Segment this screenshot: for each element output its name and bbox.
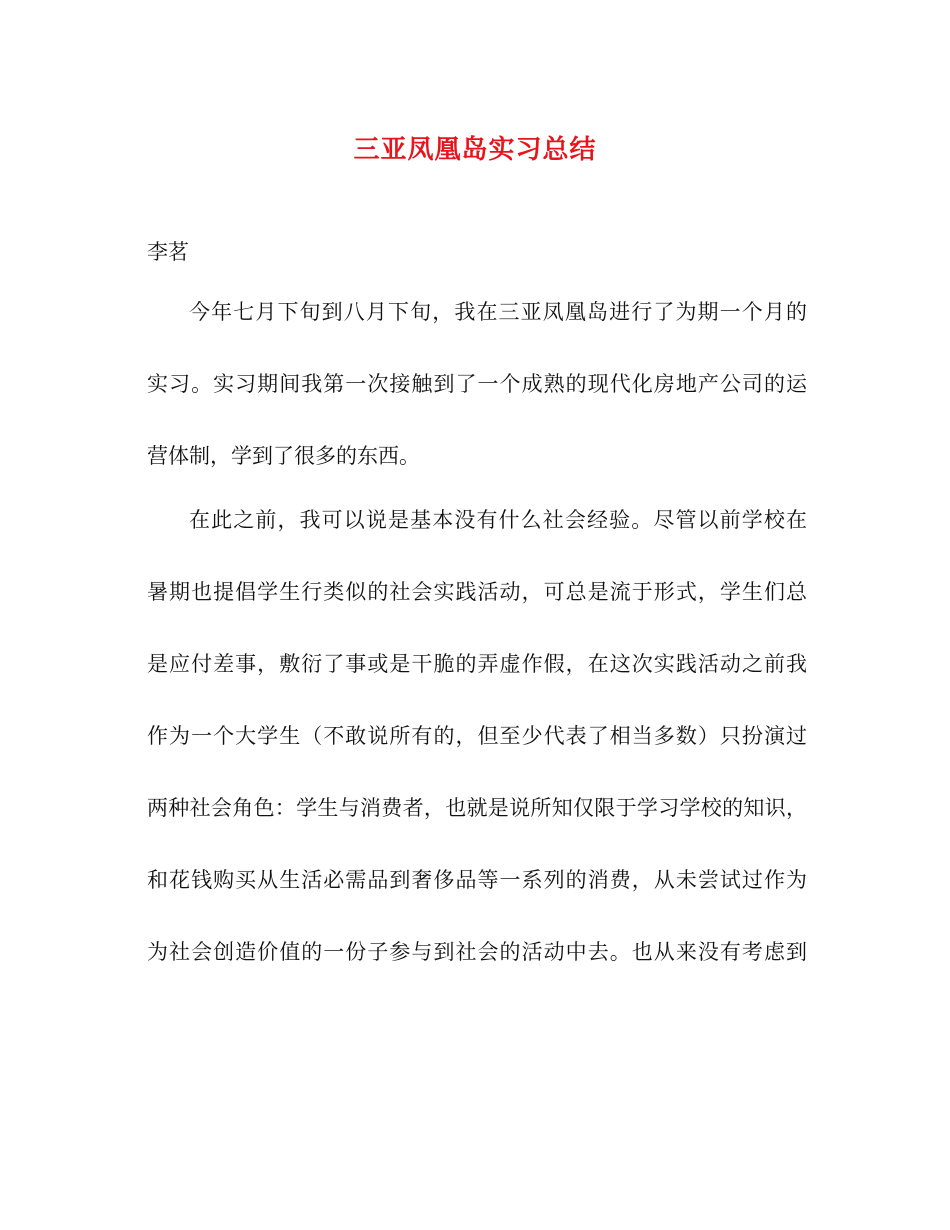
paragraph-2-line-1: 在此之前，我可以说是基本没有什么社会经验。尽管以前学校在	[189, 508, 807, 532]
document-title: 三亚凤凰岛实习总结	[353, 135, 597, 165]
paragraph-2-line-2: 暑期也提倡学生行类似的社会实践活动，可总是流于形式，学生们总	[147, 580, 807, 604]
paragraph-2-line-4: 作为一个大学生（不敢说所有的，但至少代表了相当多数）只扮演过	[147, 724, 807, 748]
paragraph-2-line-3: 是应付差事，敷衍了事或是干脆的弄虚作假，在这次实践活动之前我	[147, 652, 807, 676]
paragraph-1-line-2: 实习。实习期间我第一次接触到了一个成熟的现代化房地产公司的运	[147, 372, 807, 396]
paragraph-1-line-3: 营体制，学到了很多的东西。	[147, 444, 420, 468]
paragraph-2-line-6: 和花钱购买从生活必需品到奢侈品等一系列的消费，从未尝试过作为	[147, 868, 807, 892]
author-name: 李茗	[147, 240, 189, 264]
paragraph-2-line-5: 两种社会角色：学生与消费者，也就是说所知仅限于学习学校的知识，	[147, 796, 807, 820]
paragraph-2-line-7: 为社会创造价值的一份子参与到社会的活动中去。也从来没有考虑到	[147, 940, 807, 964]
paragraph-1-line-1: 今年七月下旬到八月下旬，我在三亚凤凰岛进行了为期一个月的	[189, 300, 807, 324]
